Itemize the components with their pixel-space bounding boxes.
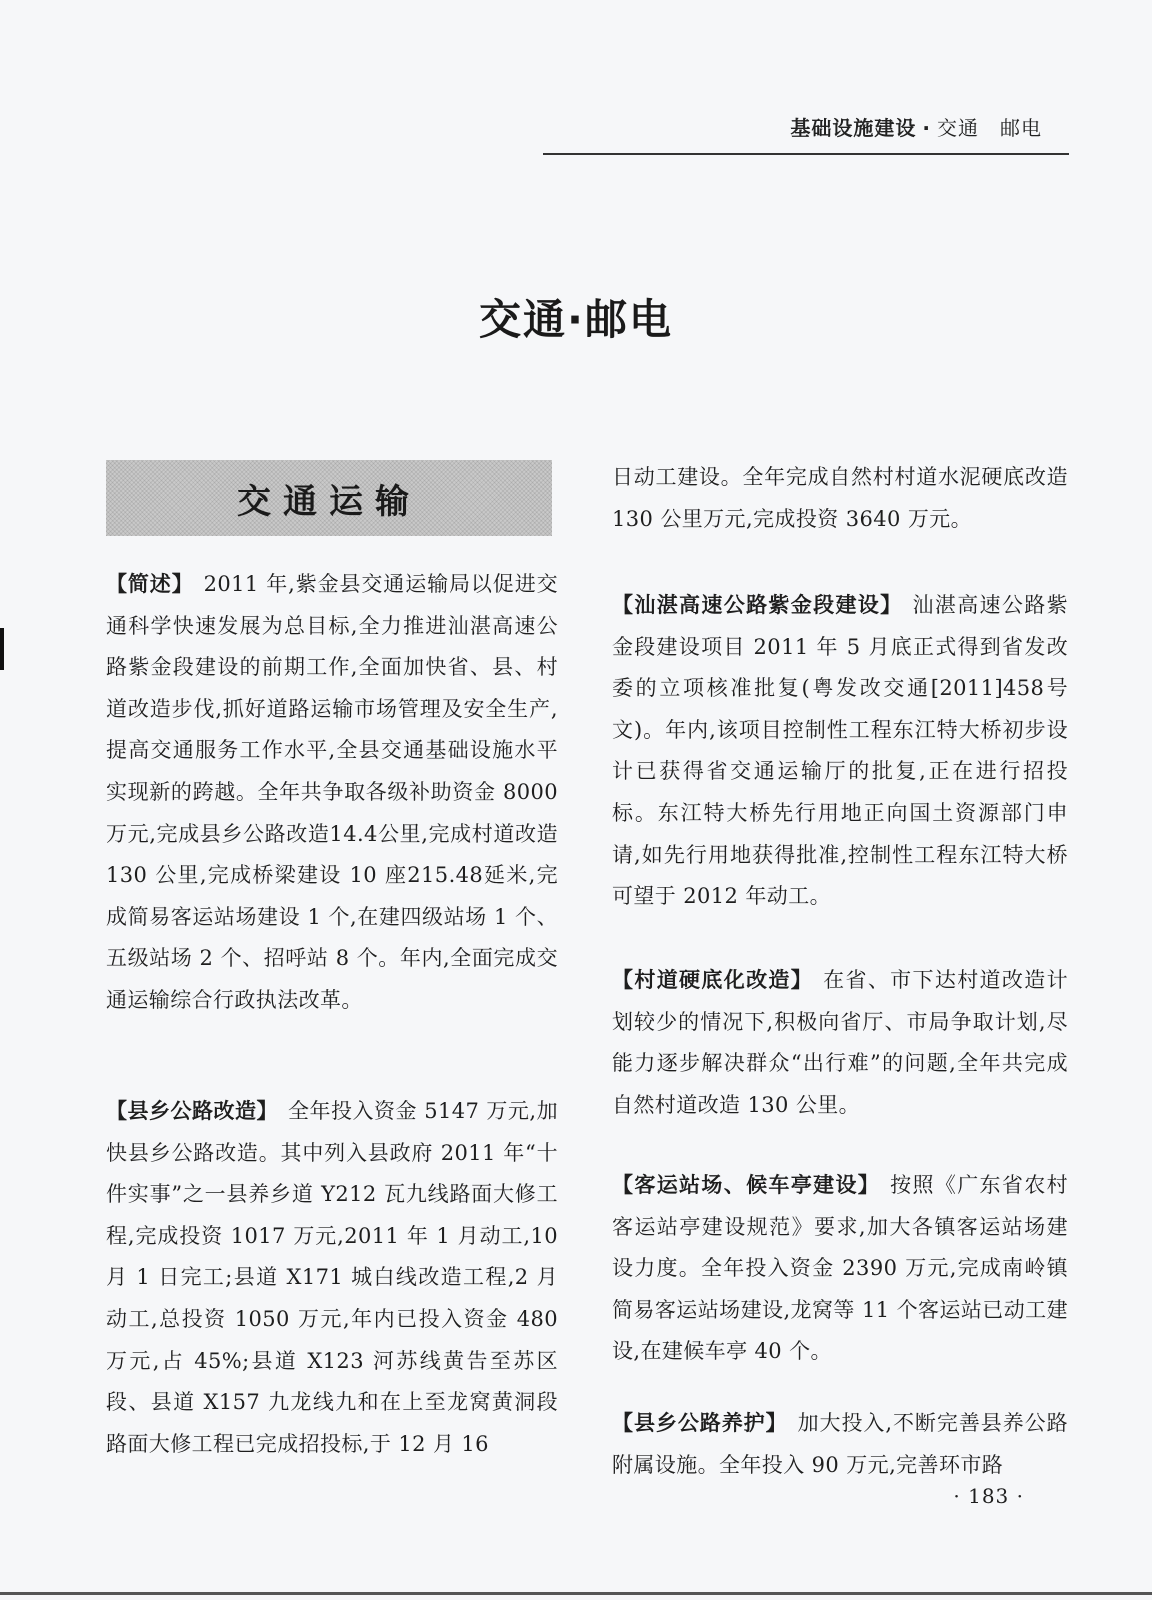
para-text: 2011 年,紫金县交通运输局以促进交通科学快速发展为总目标,全力推进汕湛高速公路紫金段建设的前期工作,全面加快省、县、村道改造步伐,抓好道路运输市场管理及安全生产,提高交通服务工作水平,全县交通基础设施水平实现新的跨越。全年共争取各级补助资金 8000 万元,完成县乡公路改造14.4公里,完成村道改造 130 公里,完成桥梁建设 10 座215.48延米,完成简易客运站场建设 1 个,在建四级站场 1 个、五级站场 2 个、招呼站 8 个。年内,全面完成交通运输综合行政执法改革。 bbox=[106, 572, 558, 1012]
left-column-para-1 bbox=[106, 564, 558, 1022]
para-text: 全年投入资金 5147 万元,加快县乡公路改造。其中列入县政府 2011 年“十件实事”之一县养乡道 Y212 瓦九线路面大修工程,完成投资 1017 万元,2011 年 1 月动工,10 月 1 日完工;县道 X171 城白线改造工程,2 月动工,总投资 1050 万元,年内已投入资金 480 万元,占 45%;县道 X123 河苏线黄告至苏区段、县道 X157 九龙线九和在上至龙窝黄洞段路面大修工程已完成招投标,于 12 月 16 bbox=[106, 1099, 558, 1456]
running-head-main: 基础设施建设 bbox=[790, 116, 917, 140]
running-head-sub: 交通 邮电 bbox=[937, 116, 1042, 140]
para-text: 在省、市下达村道改造计划较少的情况下,积极向省厅、市局争取计划,尽能力逐步解决群众“出行难”的问题,全年共完成自然村道改造 130 公里。 bbox=[612, 968, 1068, 1117]
running-head bbox=[790, 112, 1042, 141]
right-column-para-1 bbox=[612, 457, 1068, 540]
para-tag: 【县乡公路改造】 bbox=[106, 1099, 279, 1123]
running-head-dot: · bbox=[922, 116, 931, 140]
para-tag: 【客运站场、候车亭建设】 bbox=[612, 1173, 881, 1197]
right-column-para-2 bbox=[612, 585, 1068, 918]
scan-bottom-edge bbox=[0, 1592, 1152, 1595]
right-column-para-3 bbox=[612, 960, 1068, 1126]
scan-edge-mark bbox=[0, 628, 4, 670]
para-text: 按照《广东省农村客运站亭建设规范》要求,加大各镇客运站场建设力度。全年投入资金 2390 万元,完成南岭镇简易客运站场建设,龙窝等 11 个客运站已动工建设,在建候车亭 40 个。 bbox=[612, 1173, 1068, 1364]
para-tag: 【县乡公路养护】 bbox=[612, 1411, 788, 1435]
para-tag: 【简述】 bbox=[106, 572, 194, 596]
section-title-box bbox=[106, 460, 552, 536]
right-column-para-5 bbox=[612, 1403, 1068, 1486]
para-tag: 【汕湛高速公路紫金段建设】 bbox=[612, 593, 903, 617]
page-number: · 183 · bbox=[953, 1484, 1024, 1508]
para-text: 加大投入,不断完善县养公路附属设施。全年投入 90 万元,完善环市路 bbox=[612, 1411, 1069, 1477]
section-title: 交通运输 bbox=[237, 481, 421, 522]
right-column-para-4 bbox=[612, 1165, 1068, 1373]
para-tag: 【村道硬底化改造】 bbox=[612, 968, 814, 992]
para-text: 日动工建设。全年完成自然村村道水泥硬底改造 130 公里万元,完成投资 3640 万元。 bbox=[612, 465, 1068, 531]
chapter-title: 交通·邮电 bbox=[479, 295, 673, 344]
left-column-para-2 bbox=[106, 1091, 558, 1465]
para-text: 汕湛高速公路紫金段建设项目 2011 年 5 月底正式得到省发改委的立项核准批复(粤发改交通[2011]458号文)。年内,该项目控制性工程东江特大桥初步设计已获得省交通运输厅的批复,正在进行招投标。东江特大桥先行用地正向国土资源部门申请,如先行用地获得批准,控制性工程东江特大桥可望于 2012 年动工。 bbox=[612, 593, 1068, 909]
header-rule bbox=[543, 153, 1069, 155]
